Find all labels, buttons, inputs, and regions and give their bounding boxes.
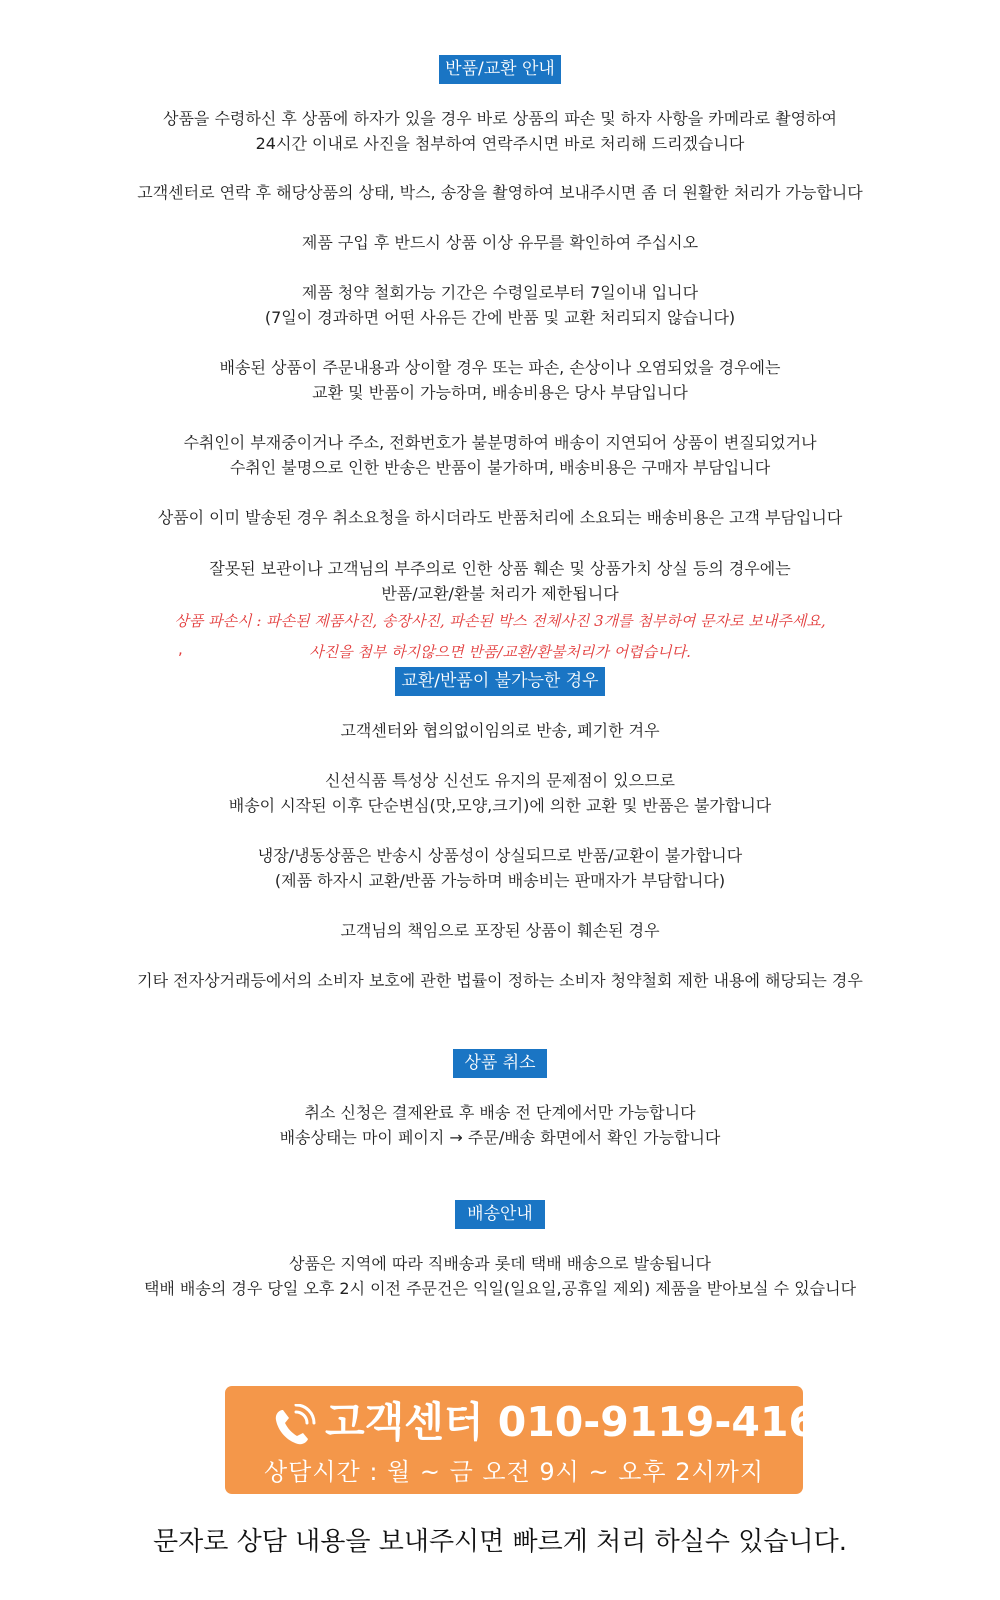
not-possible-paragraph-2 bbox=[0, 768, 1000, 818]
text-line: 고객님의 책임으로 포장된 상품이 훼손된 경우 bbox=[340, 921, 660, 940]
cancel-header-wrap bbox=[0, 1049, 1000, 1078]
return-paragraph-2 bbox=[0, 180, 1000, 205]
customer-center-banner bbox=[225, 1386, 846, 1494]
text-line: 배송된 상품이 주문내용과 상이할 경우 또는 파손, 손상이나 오염되었을 경우에는 bbox=[219, 358, 781, 377]
text-line: 상품은 지역에 따라 직배송과 롯데 택배 배송으로 발송됩니다 bbox=[288, 1254, 711, 1273]
text-line: (7일이 경과하면 어떤 사유든 간에 반품 및 교환 처리되지 않습니다) bbox=[264, 308, 736, 327]
shipping-header: 배송안내 bbox=[455, 1200, 545, 1229]
damage-photo-note: 상품 파손시 : 파손된 제품사진, 송장사진, 파손된 박스 전체사진 3개를 첨부하여 문자로 보내주세요, bbox=[174, 612, 826, 630]
customer-center-hours: 상담시간 : 월 ~ 금 오전 9시 ~ 오후 2시까지 bbox=[263, 1458, 765, 1486]
bottom-note: 문자로 상담 내용을 보내주시면 빠르게 처리 하실수 있습니다. bbox=[152, 1527, 848, 1557]
not-possible-paragraph-4 bbox=[0, 918, 1000, 943]
text-line: (제품 하자시 교환/반품 가능하며 배송비는 판매자가 부담합니다) bbox=[274, 871, 726, 890]
not-possible-header-wrap bbox=[0, 667, 1000, 696]
text-line: 신선식품 특성상 신선도 유지의 문제점이 있으므로 bbox=[324, 771, 675, 790]
text-line: 24시간 이내로 사진을 첨부하여 연락주시면 바로 처리해 드리겠습니다 bbox=[255, 134, 745, 153]
text-line: 수취인 불명으로 인한 반송은 반품이 불가하며, 배송비용은 구매자 부담입니다 bbox=[229, 458, 771, 477]
text-line: 고객센터와 협의없이임의로 반송, 폐기한 겨우 bbox=[340, 721, 660, 740]
customer-center-title: 고객센터 010-9119-4168 bbox=[325, 1398, 846, 1446]
not-possible-paragraph-3 bbox=[0, 843, 1000, 893]
return-paragraph-5 bbox=[0, 355, 1000, 405]
text-line: 제품 구입 후 반드시 상품 이상 유무를 확인하여 주십시오 bbox=[301, 233, 699, 252]
return-paragraph-4 bbox=[0, 280, 1000, 330]
return-paragraph-1 bbox=[0, 106, 1000, 156]
text-line: 제품 청약 철회가능 기간은 수령일로부터 7일이내 입니다 bbox=[301, 283, 699, 302]
phone-icon bbox=[269, 1404, 317, 1450]
text-line: 배송상태는 마이 페이지 → 주문/배송 화면에서 확인 가능합니다 bbox=[279, 1128, 721, 1147]
shipping-header-wrap bbox=[0, 1200, 1000, 1229]
photo-required-note: 사진을 첨부 하지않으면 반품/교환/환불처리가 어렵습니다. bbox=[309, 643, 691, 661]
red-comma-mark: , bbox=[178, 640, 183, 658]
return-exchange-header: 반품/교환 안내 bbox=[439, 55, 561, 84]
text-line: 상품을 수령하신 후 상품에 하자가 있을 경우 바로 상품의 파손 및 하자 사항을 카메라로 촬영하여 bbox=[163, 109, 837, 128]
cancel-paragraph-1 bbox=[0, 1100, 1000, 1150]
text-line: 수취인이 부재중이거나 주소, 전화번호가 불분명하여 배송이 지연되어 상품이 변질되었거나 bbox=[183, 433, 817, 452]
return-paragraph-7 bbox=[0, 505, 1000, 530]
text-line: 냉장/냉동상품은 반송시 상품성이 상실되므로 반품/교환이 불가합니다 bbox=[257, 846, 743, 865]
text-line: 배송이 시작된 이후 단순변심(맛,모양,크기)에 의한 교환 및 반품은 불가합니다 bbox=[228, 796, 772, 815]
not-possible-header: 교환/반품이 불가능한 경우 bbox=[395, 667, 604, 696]
text-line: 교환 및 반품이 가능하며, 배송비용은 당사 부담입니다 bbox=[312, 383, 688, 402]
text-line: 고객센터로 연락 후 해당상품의 상태, 박스, 송장을 촬영하여 보내주시면 좀 더 원활한 처리가 가능합니다 bbox=[137, 183, 863, 202]
not-possible-paragraph-5 bbox=[0, 968, 1000, 993]
return-paragraph-8 bbox=[0, 556, 1000, 606]
text-line: 택배 배송의 경우 당일 오후 2시 이전 주문건은 익일(일요일,공휴일 제외) 제품을 받아보실 수 있습니다 bbox=[143, 1279, 857, 1298]
text-line: 잘못된 보관이나 고객님의 부주의로 인한 상품 훼손 및 상품가치 상실 등의 경우에는 bbox=[209, 559, 791, 578]
text-line: 기타 전자상거래등에서의 소비자 보호에 관한 법률이 정하는 소비자 청약철회 제한 내용에 해당되는 경우 bbox=[137, 971, 863, 990]
return-paragraph-6 bbox=[0, 430, 1000, 480]
return-exchange-header-wrap bbox=[0, 55, 1000, 84]
not-possible-paragraph-1 bbox=[0, 718, 1000, 743]
cancel-header: 상품 취소 bbox=[453, 1049, 546, 1078]
return-paragraph-3 bbox=[0, 230, 1000, 255]
shipping-paragraph-1 bbox=[0, 1251, 1000, 1301]
text-line: 반품/교환/환불 처리가 제한됩니다 bbox=[381, 584, 619, 603]
text-line: 취소 신청은 결제완료 후 배송 전 단계에서만 가능합니다 bbox=[304, 1103, 696, 1122]
text-line: 상품이 이미 발송된 경우 취소요청을 하시더라도 반품처리에 소요되는 배송비용은 고객 부담입니다 bbox=[157, 508, 843, 527]
